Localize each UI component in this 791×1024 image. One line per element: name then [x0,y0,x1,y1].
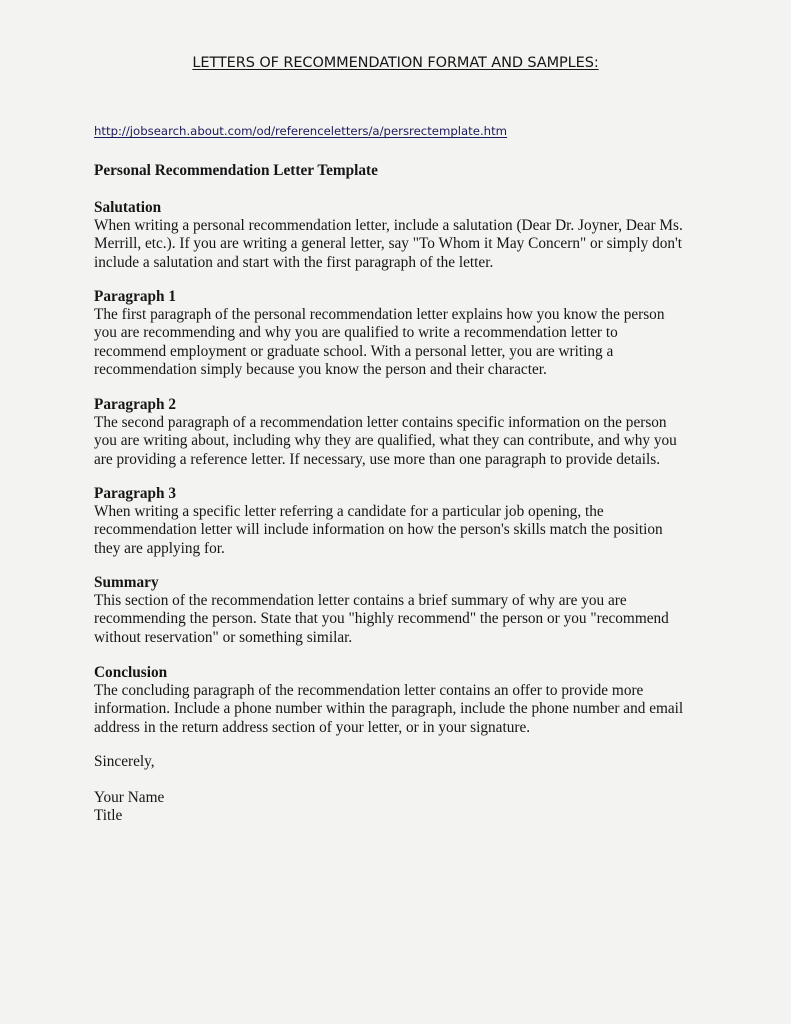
section-heading: Paragraph 2 [94,396,177,413]
section-heading: Salutation [94,199,162,216]
paragraph-line: This section of the recommendation letter contains a brief summary of why are you are [94,592,627,610]
paragraph-line: recommend employment or graduate school. With a personal letter, you are writing a [94,342,614,360]
section-heading: Paragraph 1 [94,288,177,305]
paragraph-line: The concluding paragraph of the recommendation letter contains an offer to provide more [94,682,644,700]
paragraph-line: The second paragraph of a recommendation letter contains specific information on the person [94,414,667,432]
sign-off: Sincerely, [94,753,155,770]
section-conclusion [94,664,714,737]
signer-name: Your Name [94,789,165,806]
section-paragraph-2 [94,396,714,469]
paragraph-line: Merrill, etc.). If you are writing a general letter, say "To Whom it May Concern" or simply don't [94,235,683,253]
paragraph-line: When writing a specific letter referring a candidate for a particular job opening, the [94,503,604,521]
paragraph-line: recommendation letter will include information on how the person's skills match the position [94,521,663,539]
section-salutation [94,199,714,272]
source-url-link[interactable]: http://jobsearch.about.com/od/referenceletters/a/persrectemplate.htm [94,124,508,138]
paragraph-line: recommending the person. State that you "highly recommend" the person or you "recommend [94,610,669,628]
section-paragraph-3 [94,485,714,558]
paragraph-line: recommendation simply because you know the person and their character. [94,360,547,378]
paragraph-line: you are writing about, including why they are qualified, what they can contribute, and why you [94,432,677,450]
section-paragraph-1 [94,288,714,379]
paragraph-line: information. Include a phone number within the paragraph, include the phone number and email [94,700,684,718]
section-heading: Paragraph 3 [94,485,177,502]
paragraph-line: address in the return address section of your letter, or in your signature. [94,718,531,736]
section-summary [94,574,714,647]
paragraph-line: When writing a personal recommendation letter, include a salutation (Dear Dr. Joyner, Dear Ms. [94,217,683,235]
template-heading: Personal Recommendation Letter Template [94,162,378,179]
document-title: LETTERS OF RECOMMENDATION FORMAT AND SAMPLES: [192,55,599,71]
section-heading: Summary [94,574,159,591]
signer-title: Title [94,807,123,824]
paragraph-line: are providing a reference letter. If necessary, use more than one paragraph to provide details. [94,450,661,468]
paragraph-line: you are recommending and why you are qualified to write a recommendation letter to [94,324,618,342]
paragraph-line: without reservation" or something similar. [94,628,353,646]
paragraph-line: they are applying for. [94,539,225,557]
paragraph-line: include a salutation and start with the first paragraph of the letter. [94,253,494,271]
paragraph-line: The first paragraph of the personal recommendation letter explains how you know the person [94,306,665,324]
section-heading: Conclusion [94,664,168,681]
